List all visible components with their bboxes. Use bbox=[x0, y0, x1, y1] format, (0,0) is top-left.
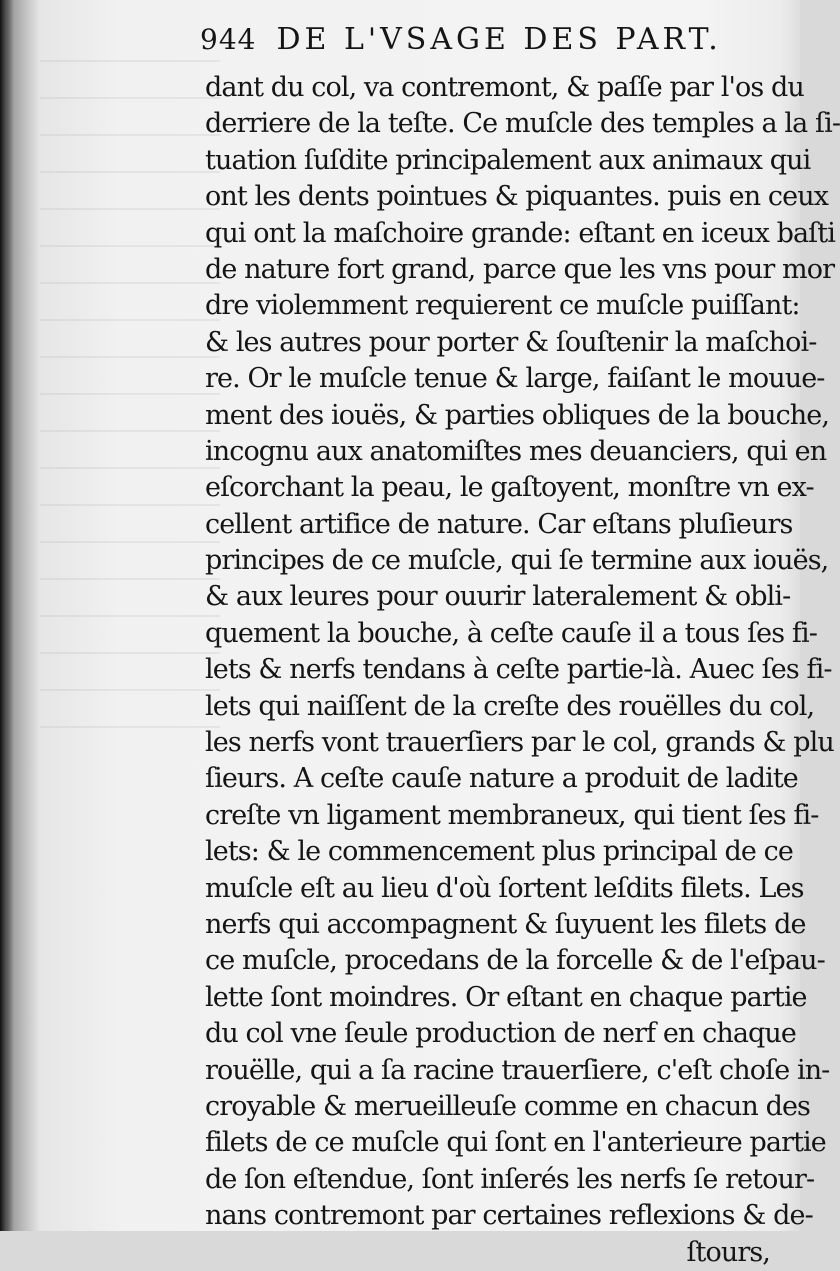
page-header bbox=[200, 22, 770, 62]
text-line: cellent artifice de nature. Car eſtans pluſieurs bbox=[205, 508, 793, 540]
text-line: derriere de la teſte. Ce muſcle des temples a la ſi- bbox=[205, 108, 840, 140]
text-line: quement la bouche, à ceſte cauſe il a tous ſes fi- bbox=[205, 617, 817, 649]
running-title: DE L'VSAGE DES PART. bbox=[276, 22, 722, 57]
page-number: 944 bbox=[200, 23, 257, 56]
spine-shadow bbox=[0, 0, 14, 1231]
text-line: croyable & merueilleuſe comme en chacun des bbox=[205, 1090, 811, 1122]
text-line: incognu aux anatomiſtes mes deuanciers, qui en bbox=[205, 435, 827, 467]
text-line: re. Or le muſcle tenue & large, faiſant le mouue- bbox=[205, 363, 825, 395]
text-line: filets de ce muſcle qui ſont en l'anterieure partie bbox=[205, 1127, 826, 1159]
text-line: ce muſcle, procedans de la forcelle & de l'eſpau- bbox=[205, 945, 825, 977]
text-line: les nerfs vont trauerſiers par le col, grands & plu bbox=[205, 727, 834, 759]
show-through-bleed bbox=[40, 60, 220, 760]
text-line: principes de ce muſcle, qui ſe termine aux iouës, bbox=[205, 545, 829, 577]
body-text bbox=[205, 70, 840, 1271]
text-line: du col vne ſeule production de nerf en chaque bbox=[205, 1018, 796, 1050]
text-line: & les autres pour porter & ſouſtenir la maſchoi- bbox=[205, 326, 817, 358]
text-line: de nature fort grand, parce que les vns pour mor bbox=[205, 253, 835, 285]
text-line: dre violemment requierent ce muſcle puiſſant: bbox=[205, 290, 800, 322]
text-line: ſieurs. A ceſte cauſe nature a produit de ladite bbox=[205, 763, 798, 795]
text-line: ment des iouës, & parties obliques de la bouche, bbox=[205, 399, 830, 431]
text-line: tuation ſuſdite principalement aux animaux qui bbox=[205, 144, 811, 176]
text-line: lets & nerfs tendans à ceſte partie-là. Auec ſes fi- bbox=[205, 654, 832, 686]
text-line: lets: & le commencement plus principal de ce bbox=[205, 836, 793, 868]
text-line: muſcle eſt au lieu d'où ſortent leſdits filets. Les bbox=[205, 872, 804, 904]
text-line: rouëlle, qui a ſa racine trauerſiere, c'eſt choſe in- bbox=[205, 1054, 830, 1086]
catchword: ſtours, bbox=[686, 1236, 770, 1268]
text-line: lets qui naiſſent de la creſte des rouëlles du col, bbox=[205, 690, 815, 722]
text-line: de ſon eſtendue, ſont inſerés les nerfs ſe retour- bbox=[205, 1163, 815, 1195]
text-line: lette ſont moindres. Or eſtant en chaque partie bbox=[205, 981, 807, 1013]
text-line: & aux leures pour ouurir lateralement & obli- bbox=[205, 581, 791, 613]
text-line: nans contremont par certaines reflexions & de- bbox=[205, 1200, 813, 1232]
text-line: nerfs qui accompagnent & ſuyuent les filets de bbox=[205, 908, 806, 940]
text-line: ont les dents pointues & piquantes. puis en ceux bbox=[205, 181, 829, 213]
text-line: qui ont la maſchoire grande: eſtant en iceux baſti bbox=[205, 217, 835, 249]
text-line: creſte vn ligament membraneux, qui tient ſes fi- bbox=[205, 799, 819, 831]
text-line: dant du col, va contremont, & paſſe par l'os du bbox=[205, 72, 804, 103]
text-line: eſcorchant la peau, le gaſtoyent, monſtre vn ex- bbox=[205, 472, 814, 504]
